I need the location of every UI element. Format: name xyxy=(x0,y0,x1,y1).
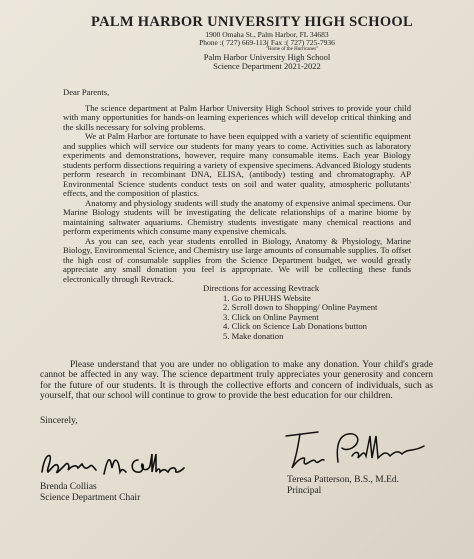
signer-name: Brenda Collias xyxy=(40,482,97,492)
letterhead xyxy=(0,14,474,71)
list-item: 2. Scroll down to Shopping/ Online Payment xyxy=(223,302,378,312)
signer-left xyxy=(40,482,140,504)
paragraph-closing: Please understand that you are under no obligation to make any donation. Your child's grade cannot be affected in any way. The science department truly appreciates your generosity and concern for the future of our students. It is through the collective efforts and concern of individuals, such as yourself, that our school will continue to grow to provide the best education for our children. xyxy=(40,359,433,402)
paragraph-anatomy: Anatomy and physiology students will study the anatomy of expensive animal specimens. Our Marine Biology students will be investigating the delicate relationships of a marine biome by maintaining saltwater aquariums. Chemistry students investigate many chemical reactions and perform experiments which consume many expensive chemicals. xyxy=(63,197,411,236)
signer-title: Science Department Chair xyxy=(40,493,141,503)
school-name-secondary: Palm Harbor University High School xyxy=(203,52,331,62)
greeting: Dear Parents, xyxy=(63,87,110,97)
school-tagline: "Home of the Hurricanes" xyxy=(265,47,319,52)
paragraph-donation: As you can see, each year students enrolled in Biology, Anatomy & Physiology, Marine Biology, Environmental Science, and Chemistry use large amounts of consumable supplies. To offset the high cost of consumable supplies from the Science Department budget, we would greatly appreciate any small donation you feel is appropriate. We will be collecting these funds electronically through Revtrack. xyxy=(63,235,411,284)
signer-name: Teresa Patterson, B.S., M.Ed. xyxy=(287,475,400,485)
signature-brenda-collias xyxy=(38,448,208,482)
school-address: 1900 Omaha St., Palm Harbor, FL 34683 xyxy=(205,30,329,39)
signature-teresa-patterson xyxy=(278,428,438,472)
sign-off: Sincerely, xyxy=(40,416,78,426)
list-item: 5. Make donation xyxy=(223,330,284,341)
signer-right xyxy=(287,475,399,497)
school-name: PALM HARBOR UNIVERSITY HIGH SCHOOL xyxy=(91,14,413,30)
paragraph-intro: The science department at Palm Harbor University High School strives to provide your child with many opportunities for hands-on learning experiences which will develop critical thinking and the skills necessary for solving problems. xyxy=(63,102,411,132)
letter-body xyxy=(63,88,411,341)
list-item: 4. Click on Science Lab Donations button xyxy=(223,321,367,331)
signer-title: Principal xyxy=(287,486,322,496)
paragraph-equipment: We at Palm Harbor are fortunate to have been equipped with a variety of scientific equipment and supplies which will service our students for many years to come. Activities such as laboratory experiments and demonstrations, however, require many consumable items. Each year Biology students perform dissections requiring a variety of expensive specimens. Advanced Biology students perform research in recombinant DNA, ELISA, (antibody) testing and chromatography. AP Environmental Science students conduct tests on soil and water quality, atmospheric pollutants' effects, and the composition of plastics. xyxy=(63,131,411,198)
directions-list xyxy=(223,294,411,342)
department-year: Science Department 2021-2022 xyxy=(213,61,321,71)
school-phone: Phone :( 727) 669-113( Fax :( 727) 725-7936 xyxy=(199,38,335,47)
list-item: 1. Go to PHUHS Website xyxy=(223,292,311,303)
directions-title: Directions for accessing Revtrack xyxy=(203,283,320,293)
list-item: 3. Click on Online Payment xyxy=(223,311,319,322)
